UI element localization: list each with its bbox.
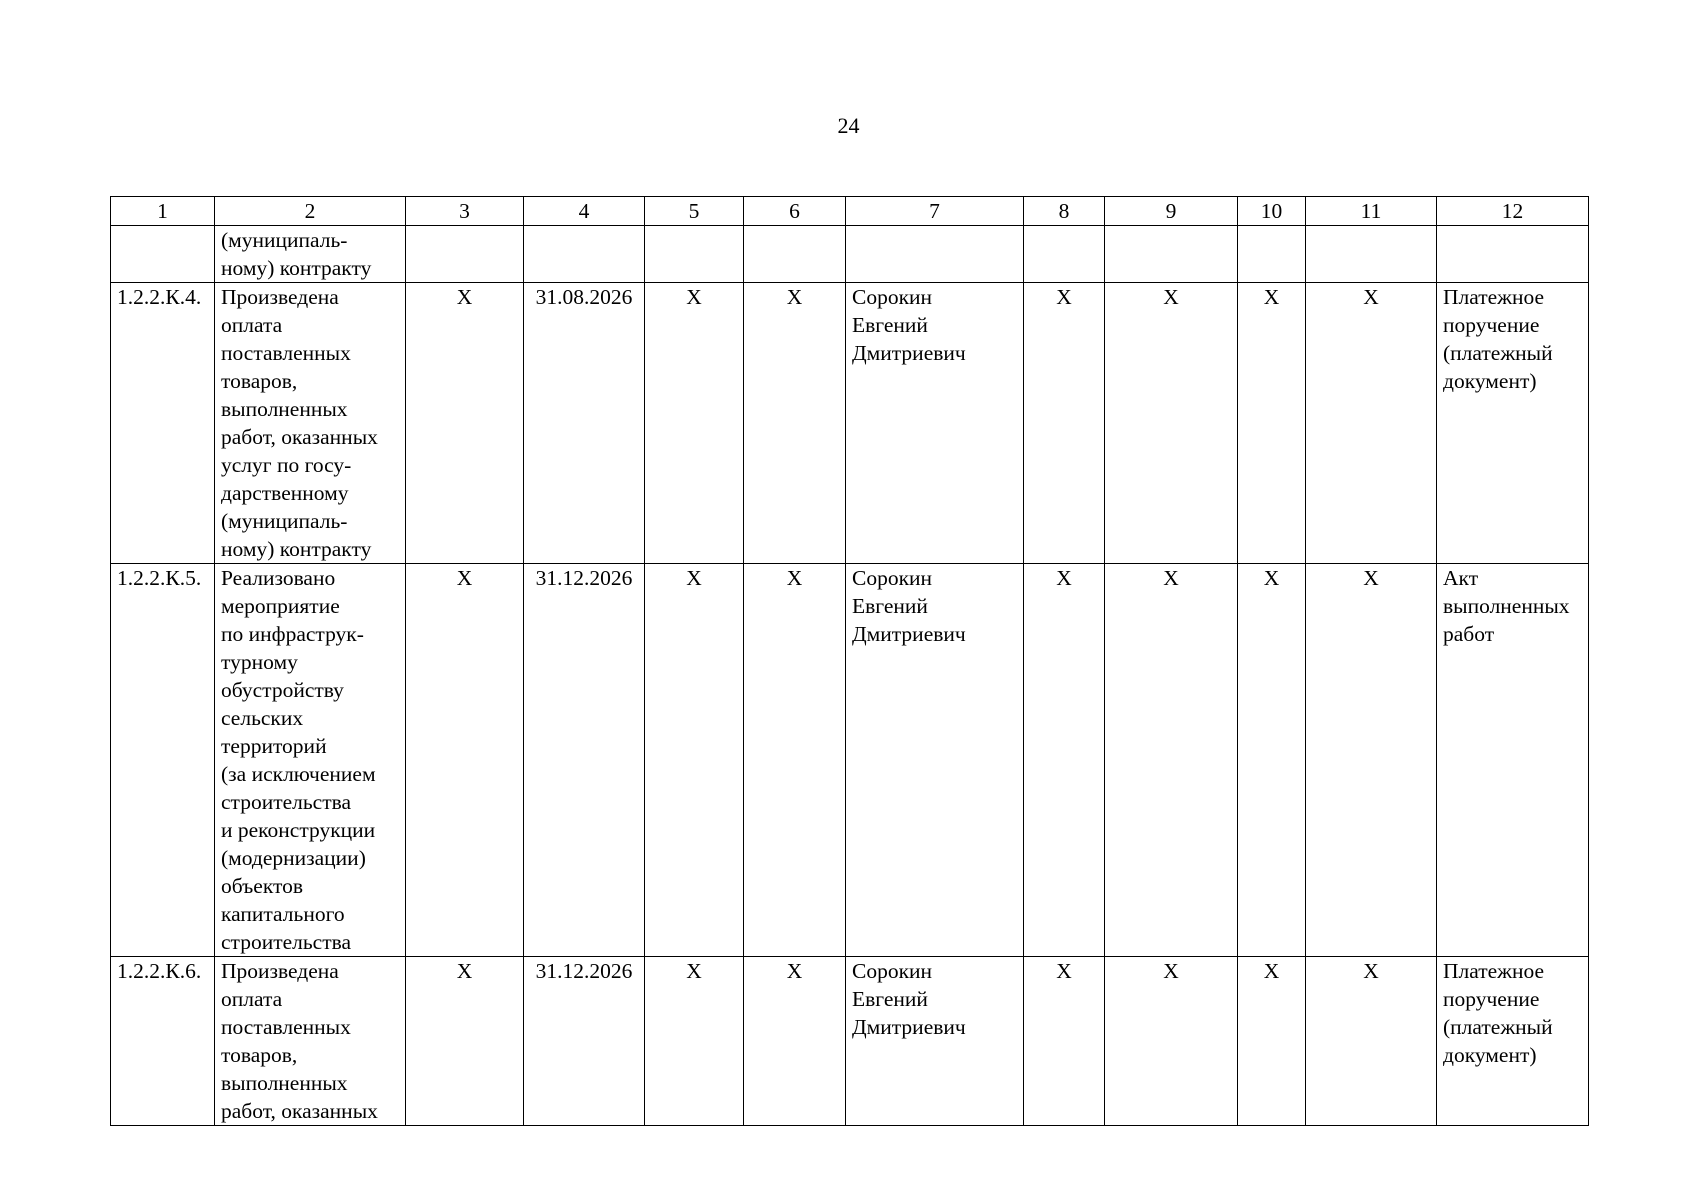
cell-line: документ) (1443, 369, 1537, 393)
col-header: 7 (846, 197, 1024, 226)
cell-col10: Х (1238, 957, 1306, 1126)
cell-line: Евгений (852, 987, 928, 1011)
cell-col5: Х (645, 564, 744, 957)
cell-line: поставленных (221, 341, 351, 365)
cell-line: турному (221, 650, 298, 674)
cell-col9: Х (1105, 957, 1238, 1126)
cell-code (111, 226, 215, 283)
cell-col3: Х (406, 957, 524, 1126)
cell-line: документ) (1443, 1043, 1537, 1067)
cell-line: Платежное (1443, 285, 1545, 309)
cell-col3 (406, 226, 524, 283)
cell-line: дарственному (221, 481, 349, 505)
cell-line: оплата (221, 987, 283, 1011)
cell-line: работ, оказанных (221, 1099, 378, 1123)
cell-line: Евгений (852, 594, 928, 618)
cell-col5: Х (645, 957, 744, 1126)
cell-col9: Х (1105, 564, 1238, 957)
cell-line: (муниципаль- (221, 228, 348, 252)
cell-line: Евгений (852, 313, 928, 337)
cell-line: Платежное (1443, 959, 1545, 983)
cell-line: Дмитриевич (852, 622, 966, 646)
col-header: 4 (524, 197, 645, 226)
table-body (111, 226, 1589, 1126)
col-header: 2 (215, 197, 406, 226)
plan-table (110, 196, 1589, 1126)
cell-line: строительства (221, 930, 352, 954)
header-row (111, 197, 1589, 226)
cell-col11: Х (1306, 564, 1437, 957)
col-header: 5 (645, 197, 744, 226)
cell-code: 1.2.2.К.6. (111, 957, 215, 1126)
cell-col6: Х (744, 283, 846, 564)
cell-line: сельских (221, 706, 304, 730)
cell-col5 (645, 226, 744, 283)
cell-event-name (215, 226, 406, 283)
cell-col8: Х (1024, 564, 1105, 957)
cell-line: строительства (221, 790, 352, 814)
cell-line: выполненных (221, 1071, 348, 1095)
col-header: 9 (1105, 197, 1238, 226)
cell-responsible (846, 283, 1024, 564)
cell-col9 (1105, 226, 1238, 283)
cell-line: (за исключением (221, 762, 376, 786)
cell-col6: Х (744, 564, 846, 957)
cell-document (1437, 957, 1589, 1126)
cell-col6 (744, 226, 846, 283)
cell-col10 (1238, 226, 1306, 283)
cell-responsible (846, 957, 1024, 1126)
cell-line: ному) контракту (221, 256, 372, 280)
cell-col6: Х (744, 957, 846, 1126)
cell-code: 1.2.2.К.4. (111, 283, 215, 564)
cell-line: территорий (221, 734, 327, 758)
cell-col8: Х (1024, 957, 1105, 1126)
cell-line: Произведена (221, 285, 339, 309)
cell-col3: Х (406, 283, 524, 564)
cell-line: выполненных (221, 397, 348, 421)
cell-line: товаров, (221, 1043, 298, 1067)
cell-line: Дмитриевич (852, 341, 966, 365)
cell-responsible (846, 226, 1024, 283)
cell-event-name (215, 283, 406, 564)
cell-col10: Х (1238, 564, 1306, 957)
col-header: 8 (1024, 197, 1105, 226)
cell-code: 1.2.2.К.5. (111, 564, 215, 957)
cell-line: работ (1443, 622, 1495, 646)
col-header: 3 (406, 197, 524, 226)
cell-line: Произведена (221, 959, 339, 983)
table-row (111, 283, 1589, 564)
cell-date: 31.12.2026 (524, 957, 645, 1126)
cell-date (524, 226, 645, 283)
cell-line: Реализовано (221, 566, 336, 590)
cell-col9: Х (1105, 283, 1238, 564)
cell-line: Сорокин (852, 285, 933, 309)
cell-line: (муниципаль- (221, 509, 348, 533)
cell-line: работ, оказанных (221, 425, 378, 449)
cell-line: мероприятие (221, 594, 340, 618)
cell-line: поручение (1443, 987, 1540, 1011)
col-header: 10 (1238, 197, 1306, 226)
cell-line: ному) контракту (221, 537, 372, 561)
cell-col11: Х (1306, 957, 1437, 1126)
cell-line: по инфраструк- (221, 622, 364, 646)
col-header: 12 (1437, 197, 1589, 226)
col-header: 11 (1306, 197, 1437, 226)
cell-line: Дмитриевич (852, 1015, 966, 1039)
cell-line: Сорокин (852, 959, 933, 983)
cell-line: (платежный (1443, 1015, 1553, 1039)
col-header: 6 (744, 197, 846, 226)
cell-line: (платежный (1443, 341, 1553, 365)
cell-responsible (846, 564, 1024, 957)
page-number: 24 (837, 113, 860, 138)
cell-col3: Х (406, 564, 524, 957)
cell-col8 (1024, 226, 1105, 283)
cell-line: капитального (221, 902, 345, 926)
cell-line: выполненных (1443, 594, 1570, 618)
cell-line: объектов (221, 874, 303, 898)
cell-col8: Х (1024, 283, 1105, 564)
cell-col11 (1306, 226, 1437, 283)
cell-date: 31.08.2026 (524, 283, 645, 564)
cell-event-name (215, 957, 406, 1126)
cell-line: оплата (221, 313, 283, 337)
cell-line: обустройству (221, 678, 344, 702)
cell-line: поручение (1443, 313, 1540, 337)
cell-line: услуг по госу- (221, 453, 352, 477)
cell-date: 31.12.2026 (524, 564, 645, 957)
cell-event-name (215, 564, 406, 957)
cell-line: Сорокин (852, 566, 933, 590)
cell-line: и реконструкции (221, 818, 376, 842)
cell-col11: Х (1306, 283, 1437, 564)
cell-col5: Х (645, 283, 744, 564)
cell-col10: Х (1238, 283, 1306, 564)
cell-line: Акт (1443, 566, 1479, 590)
cell-line: поставленных (221, 1015, 351, 1039)
cell-document (1437, 564, 1589, 957)
table-row (111, 564, 1589, 957)
col-header: 1 (111, 197, 215, 226)
cell-document (1437, 283, 1589, 564)
cell-document (1437, 226, 1589, 283)
table-row (111, 226, 1589, 283)
table-row (111, 957, 1589, 1126)
cell-line: (модернизации) (221, 846, 366, 870)
cell-line: товаров, (221, 369, 298, 393)
